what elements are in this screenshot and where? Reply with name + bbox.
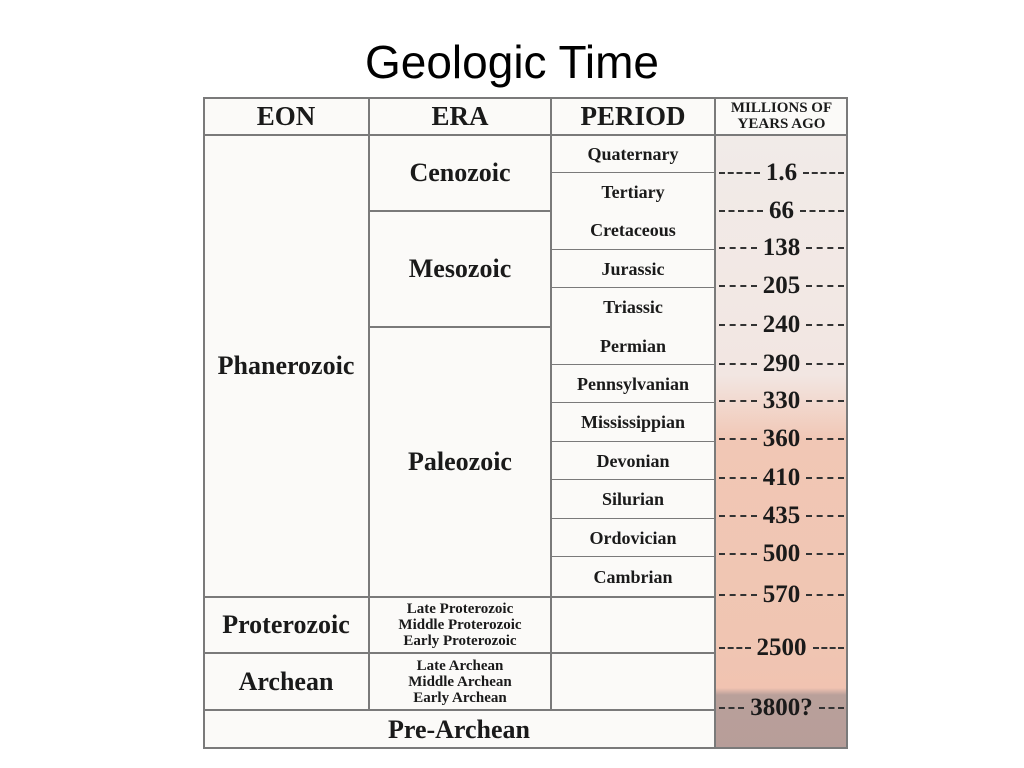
period-permian: Permian <box>551 327 715 365</box>
period-empty-archean <box>551 653 715 710</box>
table-border-top <box>203 97 848 99</box>
age-boundary: 1.6 <box>715 158 848 188</box>
period-line <box>551 287 715 288</box>
eon-line-1 <box>203 596 715 598</box>
era-archean-subdivisions <box>369 653 551 710</box>
period-devonian: Devonian <box>551 442 715 480</box>
eon-era-divider <box>368 97 370 710</box>
period-line <box>551 402 715 403</box>
era-middle-proterozoic: Middle Proterozoic <box>398 617 522 633</box>
age-boundary: 330 <box>715 386 848 416</box>
eon-phanerozoic: Phanerozoic <box>203 135 369 597</box>
age-boundary: 570 <box>715 580 848 610</box>
era-early-proterozoic: Early Proterozoic <box>403 633 517 649</box>
era-line-1 <box>369 210 551 212</box>
age-boundary: 2500 <box>715 633 848 663</box>
period-mississippian: Mississippian <box>551 403 715 442</box>
age-boundary: 138 <box>715 233 848 263</box>
period-line <box>551 556 715 557</box>
age-boundary: 3800? <box>715 693 848 723</box>
header-ages: MILLIONS OF YEARS AGO <box>715 97 848 135</box>
period-line <box>551 479 715 480</box>
period-line <box>551 518 715 519</box>
era-cenozoic: Cenozoic <box>369 135 551 211</box>
period-line <box>551 364 715 365</box>
era-late-proterozoic: Late Proterozoic <box>406 601 514 617</box>
period-line <box>551 172 715 173</box>
header-era: ERA <box>369 97 551 135</box>
period-ordovician: Ordovician <box>551 519 715 557</box>
age-boundary: 410 <box>715 463 848 493</box>
eon-pre-archean: Pre-Archean <box>203 710 715 749</box>
period-silurian: Silurian <box>551 480 715 519</box>
era-late-archean: Late Archean <box>416 657 504 674</box>
era-middle-archean: Middle Archean <box>408 673 512 690</box>
age-boundary: 205 <box>715 271 848 301</box>
age-boundary: 290 <box>715 349 848 379</box>
era-paleozoic: Paleozoic <box>369 327 551 597</box>
slide-title: Geologic Time <box>364 36 659 88</box>
period-pennsylvanian: Pennsylvanian <box>551 365 715 403</box>
era-period-divider <box>550 97 552 710</box>
era-line-2 <box>369 326 551 328</box>
period-triassic: Triassic <box>551 288 715 327</box>
period-jurassic: Jurassic <box>551 250 715 288</box>
header-period: PERIOD <box>551 97 715 135</box>
age-boundary: 500 <box>715 539 848 569</box>
header-eon: EON <box>203 97 369 135</box>
geologic-time-table <box>203 97 848 749</box>
age-boundary: 435 <box>715 501 848 531</box>
eon-line-3 <box>203 709 715 711</box>
period-line <box>551 441 715 442</box>
era-mesozoic: Mesozoic <box>369 211 551 327</box>
header-divider <box>203 134 848 136</box>
eon-archean: Archean <box>203 653 369 710</box>
age-boundary: 240 <box>715 310 848 340</box>
age-boundary: 360 <box>715 424 848 454</box>
period-line <box>551 249 715 250</box>
era-proterozoic-subdivisions <box>369 597 551 653</box>
age-boundary: 66 <box>715 196 848 226</box>
era-early-archean: Early Archean <box>413 689 507 706</box>
period-tertiary: Tertiary <box>551 173 715 211</box>
period-quaternary: Quaternary <box>551 135 715 173</box>
period-cambrian: Cambrian <box>551 557 715 597</box>
period-empty-proterozoic <box>551 597 715 653</box>
eon-line-2 <box>203 652 715 654</box>
table-border-bottom <box>203 747 848 749</box>
period-cretaceous: Cretaceous <box>551 211 715 250</box>
eon-proterozoic: Proterozoic <box>203 597 369 653</box>
